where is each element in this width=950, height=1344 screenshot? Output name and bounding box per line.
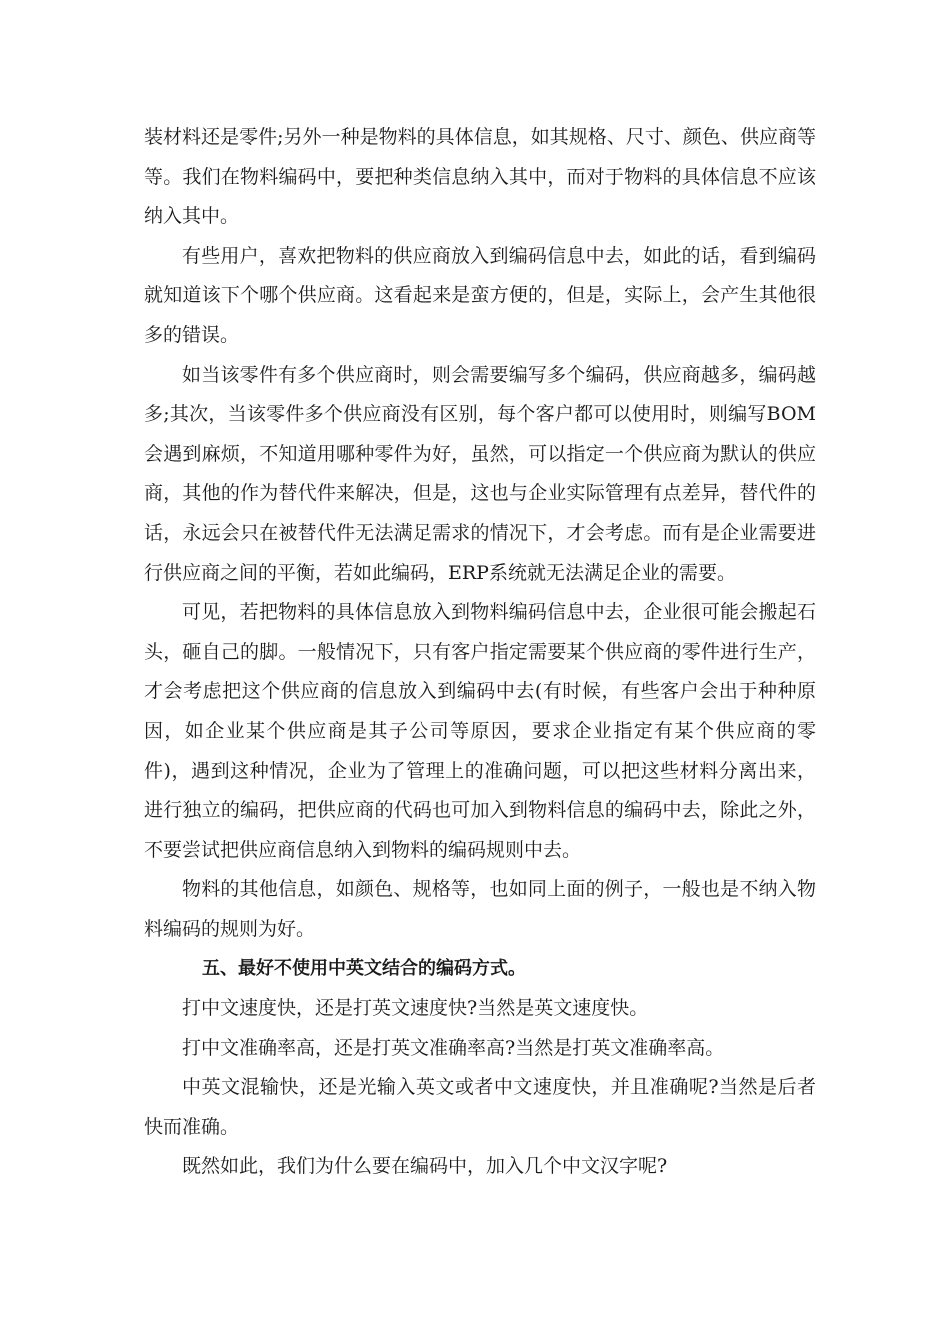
paragraph: 既然如此，我们为什么要在编码中，加入几个中文汉字呢? bbox=[182, 1155, 668, 1178]
document-body bbox=[144, 118, 816, 1187]
paragraph: 打中文准确率高，还是打英文准确率高?当然是打英文准确率高。 bbox=[182, 1036, 725, 1059]
paragraph: 打中文速度快，还是打英文速度快?当然是英文速度快。 bbox=[182, 997, 649, 1020]
paragraph: 有些用户，喜欢把物料的供应商放入到编码信息中去，如此的话，看到编码就知道该下个哪个供应商。这看起来是蛮方便的，但是，实际上，会产生其他很多的错误。 bbox=[144, 244, 816, 346]
paragraph: 装材料还是零件;另外一种是物料的具体信息，如其规格、尺寸、颜色、供应商等等。我们在物料编码中，要把种类信息纳入其中，而对于物料的具体信息不应该纳入其中。 bbox=[144, 126, 816, 228]
paragraph: 可见，若把物料的具体信息放入到物料编码信息中去，企业很可能会搬起石头，砸自己的脚。一般情况下，只有客户指定需要某个供应商的零件进行生产，才会考虑把这个供应商的信息放入到编码中去(有时候，有些客户会出于种种原因，如企业某个供应商是其子公司等原因，要求企业指定有某个供应商的零件)，遇到这种情况，企业为了管理上的准确问题，可以把这些材料分离出来，进行独立的编码，把供应商的代码也可加入到物料信息的编码中去，除此之外，不要尝试把供应商信息纳入到物料的编码规则中去。 bbox=[144, 601, 816, 861]
paragraph: 物料的其他信息，如颜色、规格等，也如同上面的例子，一般也是不纳入物料编码的规则为好。 bbox=[144, 878, 816, 940]
paragraph: 中英文混输快，还是光输入英文或者中文速度快，并且准确呢?当然是后者快而准确。 bbox=[144, 1076, 816, 1138]
paragraph: 如当该零件有多个供应商时，则会需要编写多个编码，供应商越多，编码越多;其次，当该零件多个供应商没有区别，每个客户都可以使用时，则编写BOM会遇到麻烦，不知道用哪种零件为好，虽然，可以指定一个供应商为默认的供应商，其他的作为替代件来解决，但是，这也与企业实际管理有点差异，替代件的话，永远会只在被替代件无法满足需求的情况下，才会考虑。而有是企业需要进行供应商之间的平衡，若如此编码，ERP系统就无法满足企业的需要。 bbox=[144, 363, 816, 584]
section-heading: 五、最好不使用中英文结合的编码方式。 bbox=[202, 958, 526, 980]
